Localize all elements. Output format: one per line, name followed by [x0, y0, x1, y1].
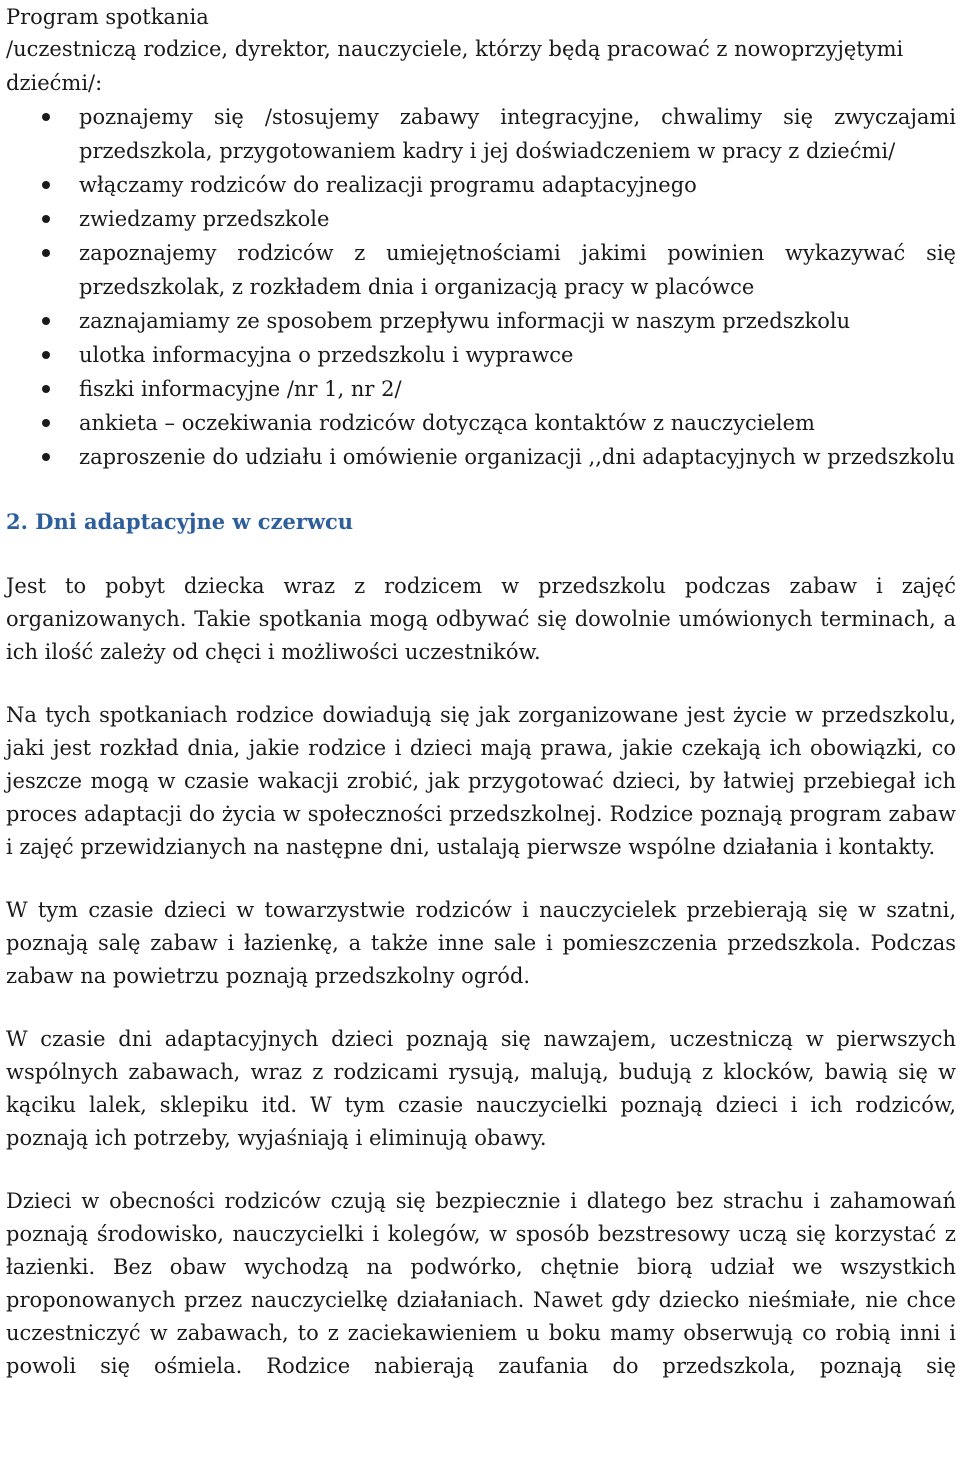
bullet-icon [42, 181, 50, 189]
bullet-icon [42, 249, 50, 257]
bullet-icon [42, 215, 50, 223]
list-item-text: fiszki informacyjne /nr 1, nr 2/ [79, 377, 402, 401]
list-item [6, 406, 956, 440]
list-item [6, 100, 956, 168]
list-item-text: ankieta – oczekiwania rodziców dotycząca kontaktów z nauczycielem [79, 411, 815, 435]
bullet-icon [42, 317, 50, 325]
bullet-icon [42, 453, 50, 461]
paragraph: Na tych spotkaniach rodzice dowiadują się jak zorganizowane jest życie w przedszkolu, jaki jest rozkład dnia, jakie rodzice i dzieci mają prawa, jakie czekają ich obowiązki, co jeszcze mogą w czasie wakacji zrobić, jak przygotować dzieci, by łatwiej przebiegał ich proces adaptacji do życia w społeczności przedszkolnej. Rodzice poznają program zabaw i zajęć przewidzianych na następne dni, ustalają pierwsze wspólne działania i kontakty. [6, 703, 956, 859]
program-list [6, 100, 956, 474]
bullet-icon [42, 419, 50, 427]
list-item-text: ulotka informacyjna o przedszkolu i wyprawce [79, 343, 574, 367]
participants-note: /uczestniczą rodzice, dyrektor, nauczyciele, którzy będą pracować z nowoprzyjętymi dziećmi/: [6, 37, 904, 95]
bullet-icon [42, 351, 50, 359]
list-item-text: zapoznajemy rodziców z umiejętnościami jakimi powinien wykazywać się przedszkolak, z rozkładem dnia i organizacją pracy w placówce [79, 241, 956, 299]
list-item [6, 440, 956, 474]
paragraph: Dzieci w obecności rodziców czują się bezpiecznie i dlatego bez strachu i zahamowań poznają środowisko, nauczycielki i kolegów, w sposób bezstresowy uczą się korzystać z łazienki. Bez obaw wychodzą na podwórko, chętnie biorą udział we wszystkich proponowanych przez nauczycielkę działaniach. Nawet gdy dziecko nieśmiałe, nie chce uczestniczyć w zabawach, to z zaciekawieniem u boku mamy obserwują co robią inni i powoli się ośmiela. Rodzice nabierają zaufania do przedszkola, poznają się [6, 1189, 956, 1378]
bullet-icon [42, 385, 50, 393]
list-item [6, 202, 956, 236]
list-item-text: włączamy rodziców do realizacji programu adaptacyjnego [79, 173, 697, 197]
paragraph: Jest to pobyt dziecka wraz z rodzicem w przedszkolu podczas zabaw i zajęć organizowanych. Takie spotkania mogą odbywać się dowolnie umówionych terminach, a ich ilość zależy od chęci i możliwości uczestników. [6, 574, 956, 664]
document-page [6, 0, 956, 1383]
list-item [6, 338, 956, 372]
paragraph: W czasie dni adaptacyjnych dzieci poznają się nawzajem, uczestniczą w pierwszych wspólnych zabawach, wraz z rodzicami rysują, malują, budują z klocków, bawią się w kąciku lalek, sklepiku itd. W tym czasie nauczycielki poznają dzieci i ich rodziców, poznają ich potrzeby, wyjaśniają i eliminują obawy. [6, 1027, 956, 1150]
section-heading: 2. Dni adaptacyjne w czerwcu [6, 509, 354, 534]
list-item-text: poznajemy się /stosujemy zabawy integracyjne, chwalimy się zwyczajami przedszkola, przygotowaniem kadry i jej doświadczeniem w pracy z dziećmi/ [79, 105, 956, 163]
list-item-text: zwiedzamy przedszkole [79, 207, 330, 231]
list-item [6, 372, 956, 406]
list-item-text: zaznajamiamy ze sposobem przepływu informacji w naszym przedszkolu [79, 309, 851, 333]
list-item [6, 236, 956, 304]
paragraph: W tym czasie dzieci w towarzystwie rodziców i nauczycielek przebierają się w szatni, poznają salę zabaw i łazienkę, a także inne sale i pomieszczenia przedszkola. Podczas zabaw na powietrzu poznają przedszkolny ogród. [6, 898, 956, 988]
list-item-text: zaproszenie do udziału i omówienie organizacji ,,dni adaptacyjnych w przedszkolu [79, 445, 956, 469]
list-item [6, 304, 956, 338]
program-title: Program spotkania [6, 5, 209, 29]
list-item [6, 168, 956, 202]
bullet-icon [42, 113, 50, 121]
